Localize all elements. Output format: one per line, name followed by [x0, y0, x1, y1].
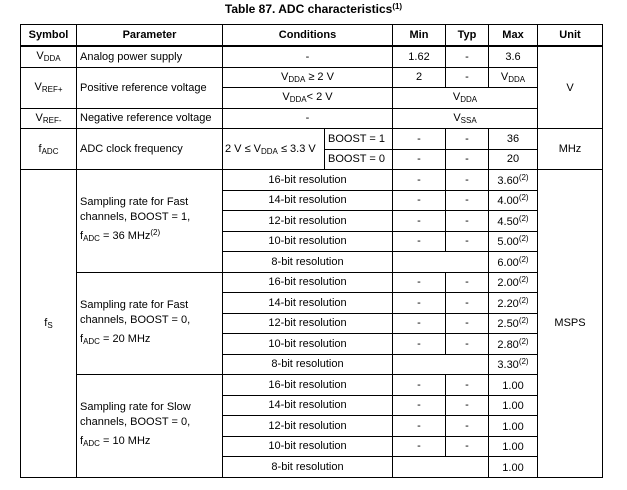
symbol: $f_{ADC}$	[21, 129, 77, 170]
min: -	[393, 211, 446, 232]
min: 2	[393, 67, 446, 88]
symbol: $f_S$	[21, 170, 77, 478]
min-typ	[393, 457, 489, 478]
max: 6.00$^{(2)}$	[489, 252, 538, 273]
min-typ	[393, 252, 489, 273]
header-max: Max	[489, 25, 538, 47]
typ: -	[446, 272, 489, 293]
max: 1.00	[489, 395, 538, 416]
value: $V_{SSA}$	[393, 108, 538, 129]
header-row	[21, 25, 603, 47]
conditions: $V_{DDA}< 2$ V	[223, 88, 393, 109]
resolution: 10-bit resolution	[223, 334, 393, 355]
max: 2.20$^{(2)}$	[489, 293, 538, 314]
max: 1.00	[489, 457, 538, 478]
resolution: 8-bit resolution	[223, 252, 393, 273]
max: 4.50$^{(2)}$	[489, 211, 538, 232]
min: -	[393, 334, 446, 355]
min: -	[393, 436, 446, 457]
table-row	[21, 170, 603, 191]
min: -	[393, 416, 446, 437]
max: 2.80$^{(2)}$	[489, 334, 538, 355]
min: -	[393, 272, 446, 293]
symbol: $V_{REF-}$	[21, 108, 77, 129]
unit: MSPS	[538, 170, 603, 478]
max: 4.00$^{(2)}$	[489, 190, 538, 211]
table-row	[21, 375, 603, 396]
max: 1.00	[489, 416, 538, 437]
header-symbol: Symbol	[21, 25, 77, 47]
value: $V_{DDA}$	[393, 88, 538, 109]
max: 1.00	[489, 375, 538, 396]
max: $V_{DDA}$	[489, 67, 538, 88]
resolution: 16-bit resolution	[223, 272, 393, 293]
min: 1.62	[393, 46, 446, 67]
typ: -	[446, 190, 489, 211]
typ: -	[446, 211, 489, 232]
adc-characteristics-table	[20, 24, 603, 478]
typ: -	[446, 395, 489, 416]
max: 2.00$^{(2)}$	[489, 272, 538, 293]
typ: -	[446, 293, 489, 314]
resolution: 10-bit resolution	[223, 231, 393, 252]
typ: -	[446, 436, 489, 457]
parameter: Negative reference voltage	[77, 108, 223, 129]
typ: -	[446, 170, 489, 191]
conditions: -	[223, 108, 393, 129]
min: -	[393, 293, 446, 314]
typ: -	[446, 313, 489, 334]
header-min: Min	[393, 25, 446, 47]
typ: -	[446, 416, 489, 437]
conditions: -	[223, 46, 393, 67]
max: 1.00	[489, 436, 538, 457]
min: -	[393, 395, 446, 416]
table-row	[21, 129, 603, 150]
typ: -	[446, 149, 489, 170]
conditions: $V_{DDA} \ge 2$ V	[223, 67, 393, 88]
resolution: 12-bit resolution	[223, 211, 393, 232]
resolution: 10-bit resolution	[223, 436, 393, 457]
min: -	[393, 231, 446, 252]
parameter: Sampling rate for Slow channels, BOOST = 0, $f_{ADC} = 10$ MHz	[77, 375, 223, 478]
resolution: 8-bit resolution	[223, 457, 393, 478]
min: -	[393, 149, 446, 170]
table-row	[21, 272, 603, 293]
resolution: 8-bit resolution	[223, 354, 393, 375]
typ: -	[446, 231, 489, 252]
parameter: ADC clock frequency	[77, 129, 223, 170]
resolution: 16-bit resolution	[223, 375, 393, 396]
min: -	[393, 375, 446, 396]
table-row	[21, 67, 603, 88]
boost: BOOST = 0	[325, 149, 393, 170]
resolution: 12-bit resolution	[223, 416, 393, 437]
unit: MHz	[538, 129, 603, 170]
resolution: 14-bit resolution	[223, 293, 393, 314]
parameter: Positive reference voltage	[77, 67, 223, 108]
symbol: $V_{DDA}$	[21, 46, 77, 67]
table-title: Table 87. ADC characteristics$^{(1)}$	[224, 2, 403, 16]
min: -	[393, 190, 446, 211]
max: 2.50$^{(2)}$	[489, 313, 538, 334]
header-unit: Unit	[538, 25, 603, 47]
header-parameter: Parameter	[77, 25, 223, 47]
parameter: Analog power supply	[77, 46, 223, 67]
table-row	[21, 108, 603, 129]
header-typ: Typ	[446, 25, 489, 47]
max: 3.30$^{(2)}$	[489, 354, 538, 375]
typ: -	[446, 129, 489, 150]
typ: -	[446, 46, 489, 67]
header-conditions: Conditions	[223, 25, 393, 47]
max: 3.6	[489, 46, 538, 67]
max: 5.00$^{(2)}$	[489, 231, 538, 252]
symbol: $V_{REF+}$	[21, 67, 77, 108]
table-row	[21, 46, 603, 67]
max: 36	[489, 129, 538, 150]
resolution: 12-bit resolution	[223, 313, 393, 334]
resolution: 14-bit resolution	[223, 190, 393, 211]
max: 3.60$^{(2)}$	[489, 170, 538, 191]
resolution: 14-bit resolution	[223, 395, 393, 416]
boost: BOOST = 1	[325, 129, 393, 150]
typ: -	[446, 334, 489, 355]
max: 20	[489, 149, 538, 170]
parameter: Sampling rate for Fast channels, BOOST = 0, $f_{ADC} = 20$ MHz	[77, 272, 223, 375]
resolution: 16-bit resolution	[223, 170, 393, 191]
parameter: Sampling rate for Fast channels, BOOST = 1, $f_{ADC} = 36$ MHz$^{(2)}$	[77, 170, 223, 273]
min: -	[393, 129, 446, 150]
min: -	[393, 313, 446, 334]
typ: -	[446, 67, 489, 88]
conditions: 2 $V \le V_{DDA} \le 3.3$ V	[223, 129, 325, 170]
min-typ	[393, 354, 489, 375]
min: -	[393, 170, 446, 191]
unit: V	[538, 46, 603, 129]
typ: -	[446, 375, 489, 396]
